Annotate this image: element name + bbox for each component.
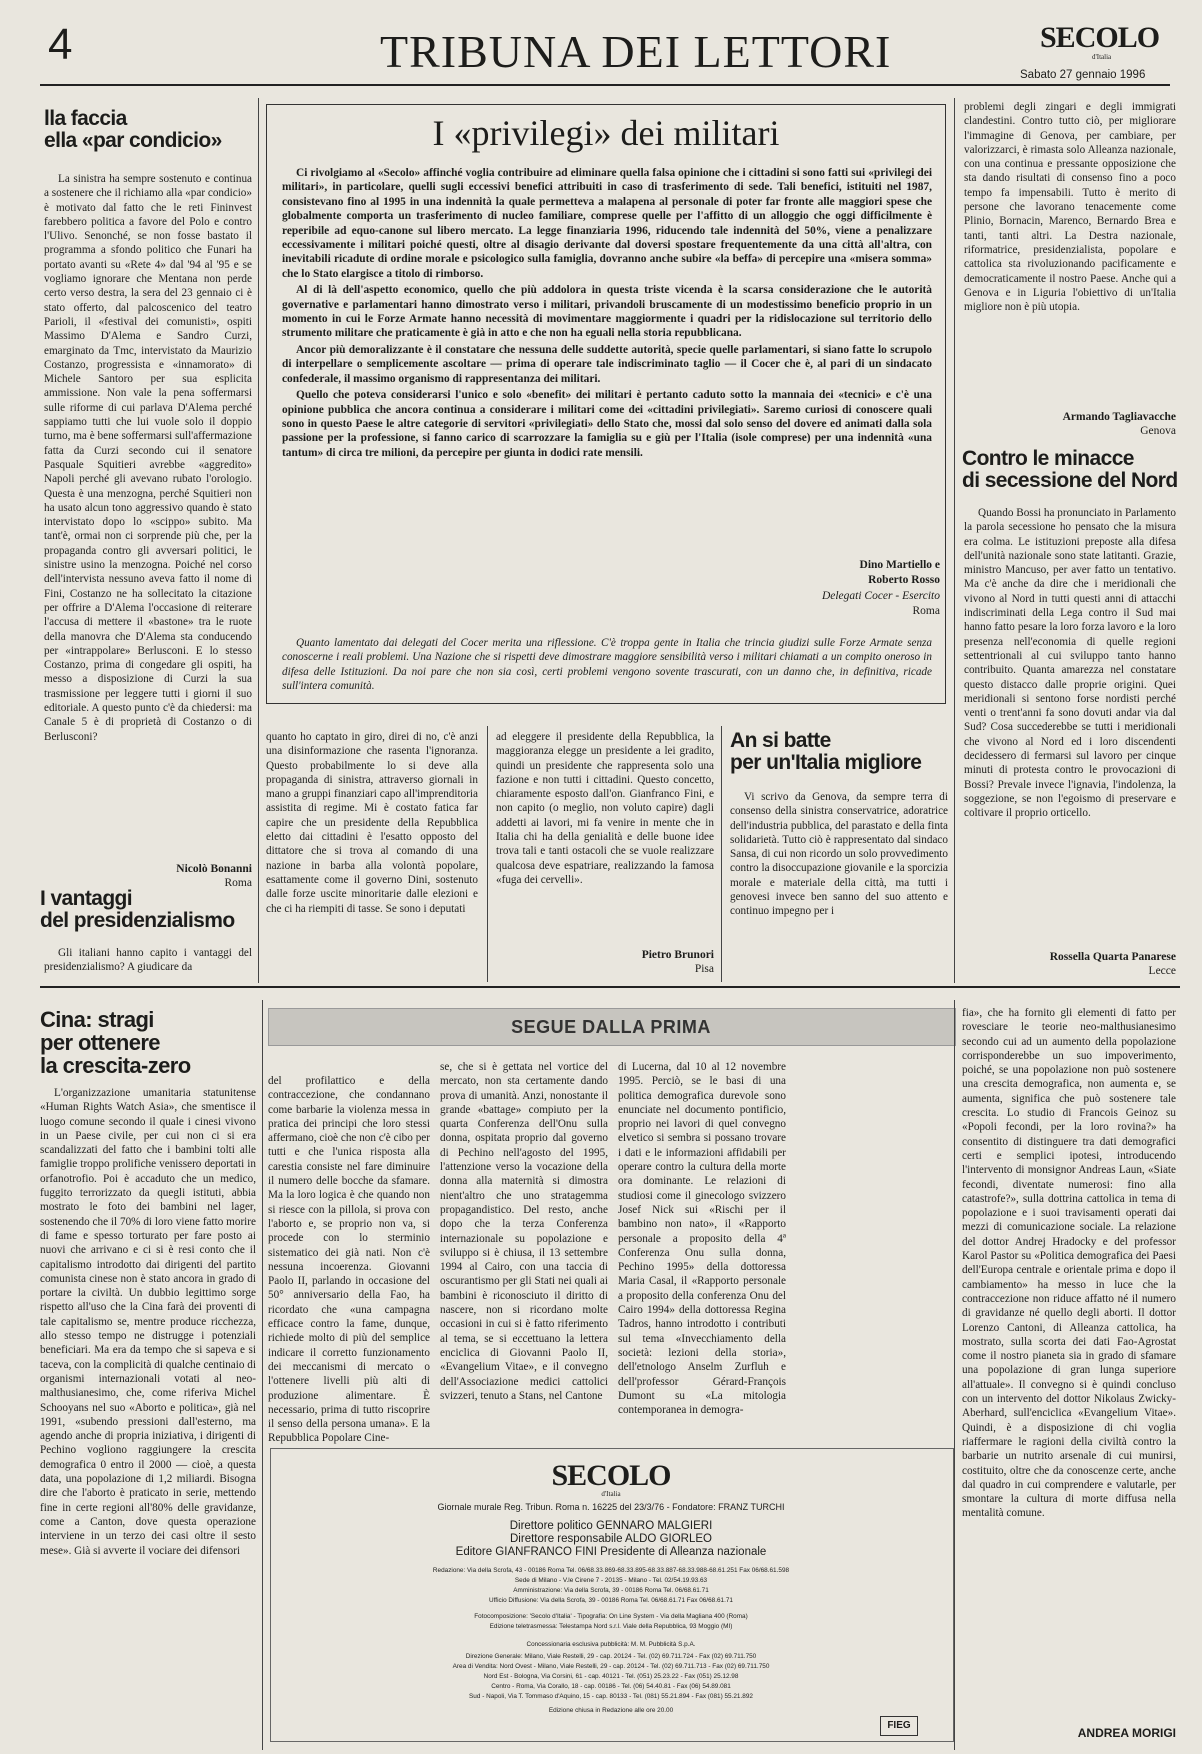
col6-signature2: Rossella Quarta Panarese (1049, 951, 1176, 963)
lead-paragraph: Ci rivolgiamo al «Secolo» affinché voglia contribuire ad eliminare quella falsa opinione che i cittadini si sono fatti sui «privilegi dei militari», in particolare, quelli sugli eccessivi benefici attribuiti in caso di trasferimento di sede. Tali benefici, istituiti nel 1987, consistevano fino al 1995 in una indennità la quale permetteva a malapena al personale di poter far fronte alle maggiori spese che globalmente comporta un trasferimento di nucleo familiare, comprese quelle per l'affitto di un alloggio che oggi difficilmente è reperibile ad equo-canone sul libero mercato. La legge finanziaria 1996, riducendo tale indennità del 50%, viene a penalizzare eccessivamente i militari poiché questi, oltre al disagio derivante dal doversi spostare frequentemente da una città all'altra, con inevitabili ricadute di ordine morale e psicologico sulla famiglia, dovranno anche subire «la beffa» di percepire una «misera somma» che lo Stato elargisce a titolo di rimborso. (282, 167, 932, 280)
header-logo-sub: d'Italia (1092, 53, 1112, 61)
masthead-line: Direzione Generale: Milano, Viale Restelli, 29 - cap. 20124 - Tel. (02) 69.711.724 - Fax (02) 69.711.750 (465, 1653, 757, 1660)
section-title: TRIBUNA DEI LETTORI (380, 26, 892, 77)
section-rule (40, 986, 1180, 988)
mid2-text: ad eleggere il presidente della Repubblica, la maggioranza elegge un presidente a lei gradito, quindi un presidente che rappresenta solo una fazione e non tutti i cittadini. Questo concetto, chiaramente esposto dall'on. Gianfranco Fini, e non capito (o meglio, non voluto capire) dagli addetti ai lavori, mi fa venire in mente che in Italia chi ha della genialità e delle buone idee trova tali e tanti ostacoli che se vuole realizzare qualcosa deve espatriare, realizzando la famosa «fuga dei cervelli». (496, 731, 714, 886)
bottom-headline: Cina: stragi per ottenere la crescita-zero (40, 1007, 191, 1079)
bottom-col1: L'organizzazione umanitaria statunitense «Human Rights Watch Asia», che smentisce il luogo comune secondo il quale i cinesi vivono in un Paese civile, per cui non ci si era scandalizzati del fatto che i bambini tolti alle famiglie troppo prolifiche venissero deportati in orfanotrofio. Poi è accaduto che un medico, fuggito terrorizzato da quegli istituti, abbia mostrato le foto dei bambini nel lager, sostenendo che il 70% di loro viene fatto morire di fame e spesso torturato per fare posto ai nuovi che arrivano e ci si è resi conto che il capitalismo introdotto dai dirigenti del partito comunista cinese non è stato ancora in grado di portare la civiltà. Un dubbio legittimo sorge rispetto all'uso che la Cina farà dei proventi di tale capitalismo se, mentre produce ricchezza, allo stesso tempo ne distrugge i potenziali beneficiari. Ma era da tempo che si sapeva e si taceva, con la complicità di qualche centinaio di organismi internazionali votati al neo-malthusianesimo, che, come riferiva Michel Schooyans nel suo «Aborto e politica», già nel 1991, «subendo pressioni dall'esterno, ma agendo anche di propria iniziativa, i dirigenti di Pechino vogliono raggiungere la crescita demografica 0 entro il 2000 — cioè, a questa data, una popolazione di 1,2 miliardi. Bisogna dire che l'aborto è praticato in serie, mettendo fine in certe regioni all'80% delle gravidanze, come a Canton, dove questa operazione interviene in un terzo dei casi oltre il sesto mese». Già si avverte il vociare dei difensori (40, 1087, 256, 1557)
page-number: 4 (48, 20, 73, 69)
masthead-logo: SECOLO (551, 1459, 671, 1492)
header-date: Sabato 27 gennaio 1996 (1020, 69, 1146, 81)
masthead-line: Edizione teletrasmessa: Telestampa Nord s.r.l. Viale della Repubblica, 93 Moggio (MI) (489, 1623, 733, 1630)
col-divider (487, 726, 488, 982)
col6-text2: Quando Bossi ha pronunciato in Parlamento la parola secessione ho pensato che la misura era colma. Le istituzioni preposte alla difesa dell'unità nazionale sono state latitanti. Grazie, ministro Mancuso, per aver fatto un tentativo. Ma c'è anche da dire che i meridionali che vivono al Nord in tutti questi anni di attacchi indiscriminati della Lega contro il Sud mai hanno fatto pesare la loro forza lavoro e la loro presenza nell'economia di quelle regioni settentrionali al cui sviluppo tanto hanno contribuito. Quanta amarezza nel constatare questo distacco dalle proprie origini. Quei meridionali si sentono forse nordisti perché venti o trent'anni fa sono dovuti andar via dal Sud? Cosa succederebbe se tutti i meridionali che vivono al Nord ed i loro discendenti decidessero di fermarsi sul lavoro per cinque minuti di protesta contro le provocazioni di Bossi? Prevale invece l'ignavia, l'indolenza, la soggezione, se non l'egoismo di preservare e coltivare il proprio orticello. (964, 507, 1176, 820)
masthead-line: Nord Est - Bologna, Via Corsini, 61 - cap. 40121 - Tel. (051) 25.23.22 - Fax (051) 25.12.98 (483, 1673, 739, 1680)
lead-signature-1: Dino Martiello e (859, 559, 940, 571)
col1-text2: Gli italiani hanno capito i vantaggi del presidenzialismo? A giudicare da (44, 947, 252, 974)
col-divider (954, 1000, 955, 1750)
header-rule (40, 84, 1170, 86)
masthead-line: Concessionaria esclusiva pubblicità: M. M. Pubblicità S.p.A. (526, 1641, 696, 1648)
masthead-line: Editore GIANFRANCO FINI Presidente di Alleanza nazionale (455, 1546, 767, 1558)
masthead-line: Giornale murale Reg. Tribun. Roma n. 16225 del 23/3/76 - Fondatore: FRANZ TURCHI (437, 1502, 785, 1512)
mid3-headline: An si batte per un'Italia migliore (730, 729, 922, 775)
col6-headline: Contro le minacce di secessione del Nord (962, 447, 1178, 493)
mid2-city: Pisa (694, 963, 714, 975)
bottom-col3: se, che si è gettata nel vortice del mercato, non sta certamente dando prova di umanità. Anzi, nonostante il grande «battage» compiuto per la quarta Conferenza dell'Onu sulla donna, ospitata proprio dal governo di Pechino nell'agosto del 1995, l'attenzione verso la vocazione della donna alla maternità si dimostra nient'altro che uno stratagemma propagandistico. Del resto, anche dopo che la terza Conferenza internazionale su popolazione e sviluppo si è chiusa, il 13 settembre 1994 al Cairo, con una taccia di oscurantismo per gli Stati nei quali ai bambini è riconosciuto il diritto di nascere, non si ricordano molte occasioni in cui si è fatto riferimento al tema, se si eccettuano la lettera enciclica di Giovanni Paolo II, «Evangelium Vitae», e il convegno dell'Associazione medici cattolici svizzeri, tenuto a Stans, nel Cantone (440, 1061, 608, 1402)
bottom-col5: fia», che ha fornito gli elementi di fatto per rovesciare le teorie neo-malthusianesimo secondo cui ad un aumento della popolazione corrisponderebbe un suo impoverimento, poiché, se una popolazione non può sostenere una crescita demografica, non aumenta e, se aumenta, significa che può sostenere tale crescita. Lo studio di Francois Geinoz su «Popoli fecondi, per la loro rovina?» ha consentito di distinguere tra dati demografici certi e semplici ipotesi, introducendo l'intervento di monsignor Andreas Laun, «Siate fecondi, diventate numerosi: fino alla catastrofe?», sulla dottrina cattolica in tema di popolazione e i suoi travisamenti operati dai mezzi di comunicazione sociale. La relazione del dottor Andrej Hradocky e del professor Karol Pastor su «Politica demografica dei Paesi dell'Europa centrale e orientale prima e dopo il cambiamento» ha messo in luce che la contraccezione non riduce affatto né il numero di gravidanze né quello degli aborti. Il dottor Lorenzo Cantoni, di Alleanza cattolica, ha mostrato, sulla scorta dei dati Fao-Agrostat come il nostro pianeta sia in grado di sfamare una popolazione di gran lunga superiore all'attuale». Il convegno si è quindi concluso con un intervento del dottor Nikolaus Zwicky-Aberhard, sull'enciclica «Evangelium Vitae». Quindi, è a disposizione di chi voglia riaffermare le ragioni della civiltà contro la barbarie un nutrito arsenale di cui munirsi, costituito, oltre che da conoscenze certe, anche dal quadro in cui comprendere e valutarle, per smontare la cultura di morte diffusa nella mentalità comune. (962, 1007, 1176, 1520)
lead-paragraph: Ancor più demoralizzante è il constatare che nessuna delle suddette autorità, specie quelle parlamentari, si siano fatte lo scrupolo di interpellare o semplicemente ascoltare — prima di operare tale indiscriminato taglio — il Cocer che è, al pari di un sindacato confederale, il massimo organismo di rappresentanza dei militari. (282, 343, 932, 385)
masthead-line: Amministrazione: Via della Scrofa, 39 - 00186 Roma Tel. 06/68.61.71 (513, 1587, 709, 1594)
col6-city: Genova (1140, 425, 1176, 437)
masthead-line: Centro - Roma, Via Corallo, 18 - cap. 00186 - Tel. (06) 54.40.81 - Fax (06) 54.89.081 (491, 1683, 731, 1690)
banner-title: SEGUE DALLA PRIMA (511, 1017, 711, 1037)
lead-city: Roma (912, 605, 940, 617)
masthead-line: Area di Vendita: Nord Ovest - Milano, Viale Restelli, 29 - cap. 20124 - Tel. (02) 69.711.713 - Fax (02) 69.711.750 (452, 1663, 770, 1670)
masthead-logo-sub: d'Italia (601, 1490, 621, 1498)
bottom-author: ANDREA MORIGI (1077, 1726, 1176, 1740)
col1-city: Roma (224, 877, 252, 889)
mid1-text: quanto ho captato in giro, direi di no, c'è anzi una disinformazione che rasenta l'ignoranza. Questo probabilmente lo si deve alla propaganda di sinistra, attraverso giornali in mano a gruppi finanziari capo all'imprenditoria assistita di regime. Mi è costato fatica far capire che un presidente della Repubblica eletto dai cittadini è l'esatto opposto del dittatore che si trova al comando di una nazione in barba alla volontà popolare, esattamente come il governo Dini, sostenuto dalle forze uscite minoritarie dalle elezioni e che ci ha riempiti di tasse. Se sono i deputati (266, 731, 478, 915)
masthead-line: Direttore responsabile ALDO GIORLEO (510, 1533, 712, 1545)
lead-signature-2: Roberto Rosso (868, 574, 940, 586)
lead-signature-role: Delegati Cocer - Esercito (821, 590, 940, 602)
masthead-line: Fotocomposizione: 'Secolo d'Italia' - Tipografia: On Line System - Via della Magliana 400 (Roma) (474, 1613, 748, 1620)
col6-text: problemi degli zingari e degli immigrati clandestini. Contro tutto ciò, per migliorare l'immagine di Genova, per cambiare, per valorizzarci, è rimasta solo Alleanza nazionale, con una continua e pressante opposizione che sta dando risultati di consenso fino a poco tempo fa impensabili. Tutto è merito di persone che lavorano tenacemente come Plinio, Bornacin, Marenco, Bernardo Brea e tanti, tanti altri. La Destra nazionale, riformatrice, presidenzialista, popolare e cattolica sta rivoluzionando pacificamente e democraticamente il nostro Paese. Anche qui a Genova e in Liguria l'obiettivo di un'Italia migliore non è più utopia. (964, 101, 1176, 314)
lead-headline: I «privilegi» dei militari (432, 113, 780, 153)
lead-paragraph: Al di là dell'aspetto economico, quello che più addolora in questa triste vicenda è la scarsa considerazione che le autorità governative e parlamentari hanno dimostrato verso i militari, privandoli bruscamente di un modestissimo beneficio proprio in un momento in cui le Forze Armate hanno necessità di movimentare maggiormente i quadri per la ridislocazione sul territorio dello strumento militare che praticamente è già in atto e che non ha eguali nella storia repubblicana. (282, 284, 932, 340)
col1-headline2: I vantaggi del presidenzialismo (40, 887, 235, 933)
mid3-text: Vi scrivo da Genova, da sempre terra di consenso della sinistra conservatrice, adoratrice dell'industria pubblica, del parastato e della finta solidarietà. Tutto ciò è rappresentato dal sindaco Sansa, di cui non ricordo un solo provvedimento contro la disoccupazione giovanile e la sporcizia morale e materiale della città, ma tutti i genovesi invece ben sanno del suo attento e continuo impegno per i (730, 791, 948, 918)
col6-signature: Armando Tagliavacche (1062, 411, 1176, 423)
col-divider (262, 1000, 263, 1750)
col6-city2: Lecce (1148, 965, 1176, 977)
masthead-line: Ufficio Diffusione: Via della Scrofa, 39 - 00186 Roma Tel. 06/68.61.71 Fax 06/68.61.71 (489, 1597, 733, 1604)
col1-headline: lla faccia ella «par condicio» (44, 107, 222, 153)
bottom-col4: di Lucerna, dal 10 al 12 novembre 1995. Perciò, se le basi di una politica demografica durevole sono enunciate nel documento pontificio, proprio nei lavori di quel convegno elvetico si sembra si possano trovare i dati e le informazioni affidabili per operare contro la cultura della morte ora dominante. Le relazioni di studiosi come il ginecologo svizzero Josef Nick sui «Rischi per il bambino non nato», il «Rapporto personale a proposito della 4ª Conferenza Onu sulla donna, Pechino 1995» della dottoressa Maria Casal, il «Rapporto personale a proposito della conferenza Onu del Cairo 1994» della dottoressa Regina Tadros, hanno introdotto i contributi sul tema «Invecchiamento della società: lezioni della storia», dell'etnologo Anselm Zurfluh e dell'professor Gérard-François Dumont su «La mitologia contemporanea in demogra- (618, 1061, 786, 1417)
masthead-line: Edizione chiusa in Redazione alle ore 20.00 (548, 1707, 674, 1714)
col-divider (721, 726, 722, 982)
col1-signature: Nicolò Bonanni (176, 863, 252, 875)
fieg-logo: FIEG (880, 1716, 918, 1736)
col-divider (954, 98, 955, 983)
header-logo: SECOLO (1040, 21, 1160, 54)
lead-paragraph: Quello che poteva considerarsi l'unico e solo «benefit» dei militari è pertanto caduto sotto la mannaia dei «tecnici» e c'è una opinione pubblica che ancora continua a considerare i militari come dei «cittadini privilegiati». Saremo curiosi di conoscere quali sono in questo Paese le altre categorie di servitori «privilegiati» dello Stato che, mossi dal solo senso del dovere ed animati dalla sola passione per la professione, si fanno carico di scarrozzare la famiglia su e giù per l'Italia (isole comprese) per una indennità «una tantum» di circa tre milioni, da percepire per giunta in dodici rate mensili. (282, 389, 932, 459)
masthead-line: Sud - Napoli, Via T. Tommaso d'Aquino, 15 - cap. 80133 - Tel. (081) 55.21.894 - Fax (081) 55.21.892 (469, 1693, 753, 1700)
masthead-line: Redazione: Via della Scrofa, 43 - 00186 Roma Tel. 06/68.33.869-68.33.895-68.33.887-68.33.988-68.61.251 Fax 06/68.61.598 (432, 1567, 790, 1574)
lead-text (282, 166, 932, 526)
masthead-line: Direttore politico GENNARO MALGIERI (509, 1520, 713, 1532)
col-divider (258, 98, 259, 983)
bottom-col2: del profilattico e della contraccezione, che condannano come barbarie la violenza messa in pratica dei principi che loro stessi affermano, cioè che non c'è cibo per tutti e che l'unica risposta alla carestia consiste nel fare diminuire il numero delle bocche da sfamare. Ma la loro logica è che quando non si riesce con la pillola, si prova con l'aborto e, se proprio non va, si procede con lo sterminio sistematico dei già nati. Non c'è nessuna incoerenza. Giovanni Paolo II, parlando in occasione del 50° anniversario della Fao, ha ricordato che «una campagna efficace contro la fame, dunque, richiede molto di più del semplice indicare il corretto funzionamento dei meccanismi di mercato o l'ottenere livelli più alti di produzione alimentare. È necessario, prima di tutto riscoprire il senso della persona umana». E la Repubblica Popolare Cine- (268, 1075, 430, 1445)
col1-text: La sinistra ha sempre sostenuto e continua a sostenere che il richiamo alla «par condicio» è motivato dal fatto che le reti Fininvest farebbero politica a favore del Polo e contro l'Ulivo. Senonché, se non fosse bastato il programma a sfondo politico che Funari ha portato avanti su «Rete 4» dal '94 al '95 e se vogliamo ignorare che Mentana non perde certo verso destra, la sera del 23 gennaio ci è stato offerto, dal palcoscenico del teatro Parioli, il «festival dei comunisti», ospiti Massimo D'Alema e Sandro Curzi, emarginato da Tmc, intervistato da Maurizio Costanzo, progressista e «innamorato» di Michele Santoro per sua esplicita ammissione. Non vale la pena soffermarsi sulle riforme di cui parlava D'Alema perché sappiamo tutti che lui vuole solo il doppio turno, ma è bene soffermarsi sull'affermazione fatta da Curzi secondo cui il senatore Pasquale Squitieri avrebbe «aggredito» Napoli perché gli avevano rubato l'orologio. Questa è una menzogna, perché Squitieri non ha usato alcun tono aggressivo quando è stato intervistato dopo lo «scippo» subito. Ma tant'è, ormai non ci sorprende più che, per la propaganda contro gli avversari politici, le sinistre usino la menzogna. Poiché nel corso dell'intervista nessuno aveva fatto il nome di Fini, Costanzo ne ha sollecitato la citazione per offrire a D'Alema l'occasione di reiterare l'accusa di mettere il «bastone» tra le ruote della manovra che D'Alema sta conducendo per «intrappolare» Berlusconi. E lo stesso Costanzo, prima di congedare gli ospiti, ha messo a disposizione di Curzi la sua trasmissione per leggere tutti i giorni il suo editoriale. A questo punto c'è da chiedersi: ma Canale 5 è di proprietà di Costanzo o di Berlusconi? (44, 173, 252, 743)
lead-reply: Quanto lamentato dai delegati del Cocer merita una riflessione. C'è troppa gente in Italia che trincia giudizi sulle Forze Armate senza conoscerne i reali problemi. Una Nazione che si rispetti deve dimostrare maggiore sensibilità verso i militari chiamati a un compito oneroso in difesa delle Istituzioni. Da noi pare che non sia così, certi problemi vengono sovente trascurati, con un danno che, in definitiva, ricade sull'intera comunità. (282, 637, 932, 692)
mid2-signature: Pietro Brunori (641, 949, 714, 961)
bottom-col4b (796, 1060, 954, 1436)
masthead-line: Sede di Milano - V.le Cirene 7 - 20135 - Milano - Tel. 02/54.19.93.63 (514, 1577, 708, 1584)
